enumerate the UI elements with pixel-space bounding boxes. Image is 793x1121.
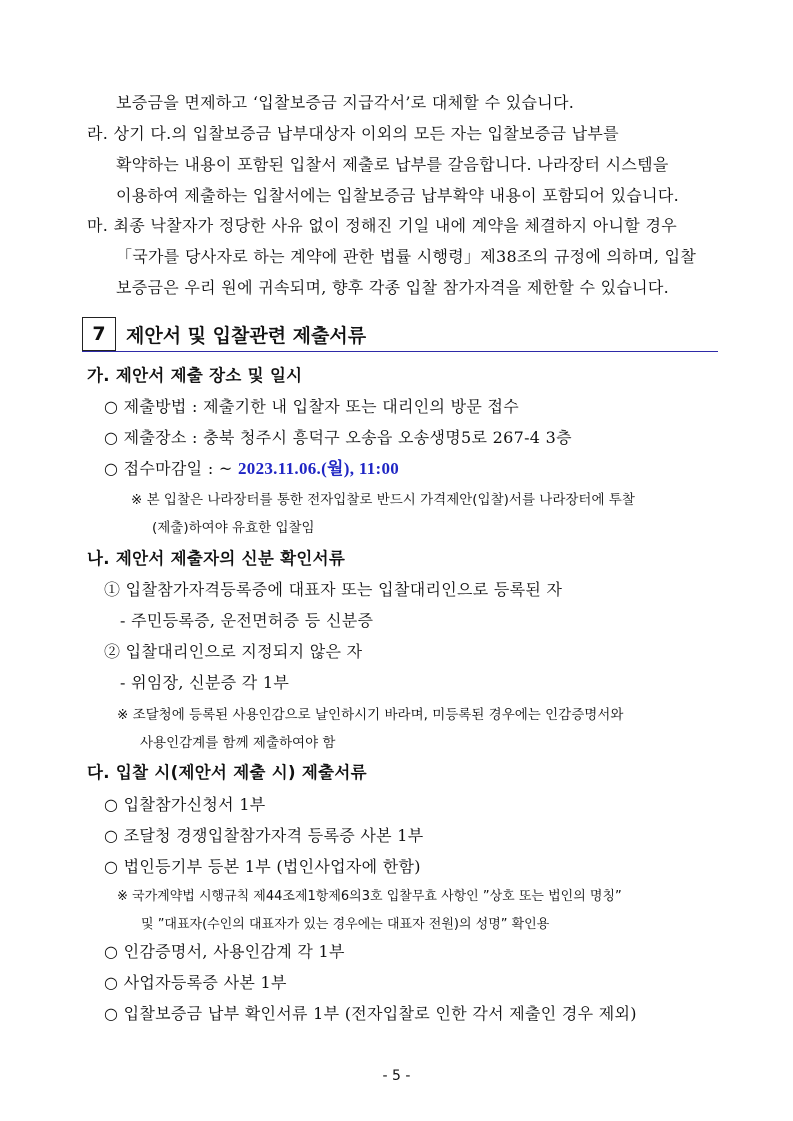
na-item-1-sub: - 주민등록증, 운전면허증 등 신분증 — [120, 611, 374, 630]
da-note-line-2: 및 ”대표자(수인의 대표자가 있는 경우에는 대표자 전원)의 성명” 확인용 — [141, 917, 550, 932]
page-number: - 5 - — [382, 1068, 411, 1084]
da-item-5: ○ 사업자등록증 사본 1부 — [104, 973, 287, 992]
section-title: 제안서 및 입찰관련 제출서류 — [126, 325, 367, 347]
ga-note-line-2: (제출)하여야 유효한 입찰임 — [152, 520, 315, 536]
da-item-1: ○ 입찰참가신청서 1부 — [104, 795, 266, 814]
subheading-na: 나. 제안서 제출자의 신분 확인서류 — [87, 549, 346, 568]
paragraph-ra-line-3: 이용하여 제출하는 입찰서에는 입찰보증금 납부확약 내용이 포함되어 있습니다. — [116, 186, 680, 205]
paragraph-ma-line-1: 마. 최종 낙찰자가 정당한 사유 없이 정해진 기일 내에 계약을 체결하지 아니할 경우 — [87, 216, 677, 235]
deadline-date: 2023.11.06.(월), 11:00 — [237, 459, 400, 478]
na-note-line-2: 사용인감계를 함께 제출하여야 함 — [140, 735, 336, 751]
da-item-2: ○ 조달청 경쟁입찰참가자격 등록증 사본 1부 — [104, 826, 424, 845]
paragraph-line: 보증금을 면제하고 ‘입찰보증금 지급각서’로 대체할 수 있습니다. — [116, 93, 575, 112]
ga-item-place: ○ 제출장소 : 충북 청주시 흥덕구 오송읍 오송생명5로 267-4 3층 — [104, 428, 572, 447]
da-item-4: ○ 인감증명서, 사용인감계 각 1부 — [104, 942, 345, 961]
na-note-line-1: ※ 조달청에 등록된 사용인감으로 날인하시기 바라며, 미등록된 경우에는 인감증명서와 — [117, 707, 624, 723]
da-item-3: ○ 법인등기부 등본 1부 (법인사업자에 한함) — [104, 857, 421, 876]
na-item-2: ② 입찰대리인으로 지정되지 않은 자 — [104, 642, 363, 661]
deadline-label: ○ 접수마감일 : ~ — [104, 459, 238, 478]
section-heading — [82, 317, 718, 352]
na-item-2-sub: - 위임장, 신분증 각 1부 — [120, 673, 290, 692]
paragraph-ma-line-3: 보증금은 우리 원에 귀속되며, 향후 각종 입찰 참가자격을 제한할 수 있습니다. — [116, 278, 670, 297]
paragraph-ra-line-2: 확약하는 내용이 포함된 입찰서 제출로 납부를 갈음합니다. 나라장터 시스템을 — [116, 155, 669, 174]
ga-item-method: ○ 제출방법 : 제출기한 내 입찰자 또는 대리인의 방문 접수 — [104, 397, 520, 416]
paragraph-ma-line-2: 「국가를 당사자로 하는 계약에 관한 법률 시행령」제38조의 규정에 의하며, 입찰 — [116, 247, 697, 266]
subheading-da: 다. 입찰 시(제안서 제출 시) 제출서류 — [87, 763, 367, 782]
section-number-box: 7 — [82, 317, 116, 351]
ga-note-line-1: ※ 본 입찰은 나라장터를 통한 전자입찰로 반드시 가격제안(입찰)서를 나라장터에 투찰 — [131, 492, 635, 508]
da-item-6: ○ 입찰보증금 납부 확인서류 1부 (전자입찰로 인한 각서 제출인 경우 제외) — [104, 1004, 637, 1023]
na-item-1: ① 입찰참가자격등록증에 대표자 또는 입찰대리인으로 등록된 자 — [104, 580, 563, 599]
paragraph-ra-line-1: 라. 상기 다.의 입찰보증금 납부대상자 이외의 모든 자는 입찰보증금 납부를 — [87, 124, 619, 143]
ga-item-deadline — [104, 459, 399, 479]
da-note-line-1: ※ 국가계약법 시행규칙 제44조제1항제6의3호 입찰무효 사항인 ”상호 또는 법인의 명칭” — [117, 889, 622, 904]
subheading-ga: 가. 제안서 제출 장소 및 일시 — [87, 366, 303, 385]
